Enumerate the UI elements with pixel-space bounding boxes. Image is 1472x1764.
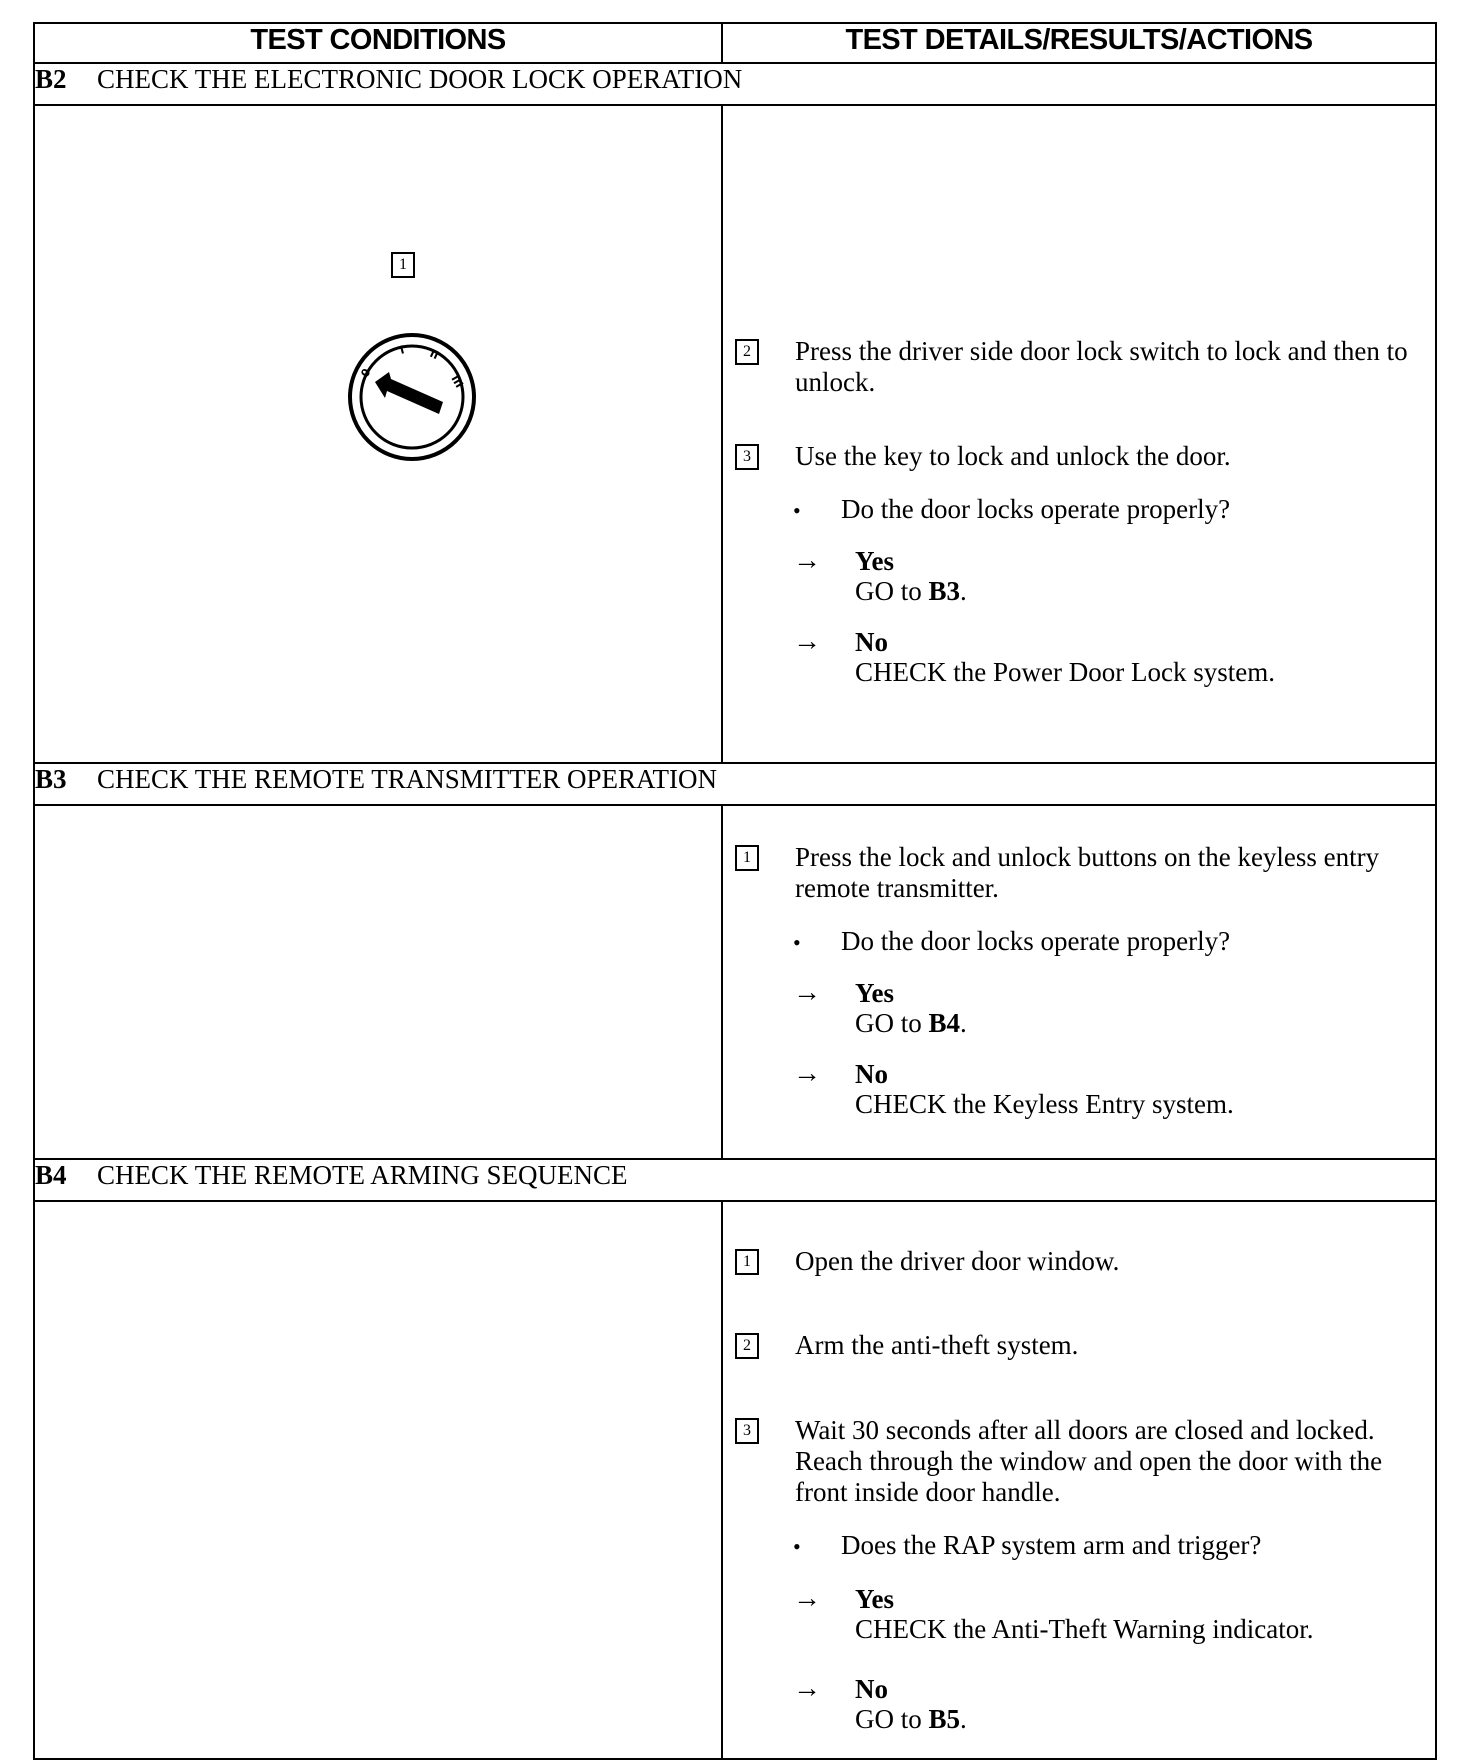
arrow-right-icon: → <box>793 977 821 1008</box>
outcome-label: No <box>855 1674 888 1704</box>
section-b2-outcome-no <box>793 627 1413 687</box>
step-text: Open the driver door window. <box>795 1246 1120 1276</box>
outcome-label: No <box>855 1059 888 1089</box>
section-b3-conditions <box>34 805 722 1159</box>
outcome-label: No <box>855 627 888 657</box>
section-b3-outcome-yes <box>793 978 1413 1038</box>
outcome-label: Yes <box>855 1584 894 1614</box>
section-b2-outcome-yes <box>793 546 1413 606</box>
section-b4-body-row <box>34 1201 1436 1759</box>
outcome-action: GO to B4. <box>855 1008 967 1038</box>
section-b2-body-row <box>34 105 1436 763</box>
section-b3-question <box>793 926 1230 958</box>
outcome-action: CHECK the Anti-Theft Warning indicator. <box>855 1614 1314 1644</box>
section-b2-step-2 <box>735 336 1415 398</box>
dial-label-2: II <box>427 346 441 363</box>
dial-label-3: III <box>448 373 466 391</box>
section-b4-title-text: CHECK THE REMOTE ARMING SEQUENCE <box>97 1160 628 1190</box>
section-b3-title-row <box>34 763 1436 805</box>
step-number-box: 3 <box>735 1418 759 1444</box>
section-b4-outcome-yes <box>793 1584 1413 1644</box>
step-number-box: 2 <box>735 1333 759 1359</box>
outcome-action: CHECK the Keyless Entry system. <box>855 1089 1234 1119</box>
header-test-details: TEST DETAILS/RESULTS/ACTIONS <box>722 23 1436 63</box>
outcome-action: CHECK the Power Door Lock system. <box>855 657 1275 687</box>
illustration-step-box: 1 <box>391 252 415 278</box>
section-b3-outcome-no <box>793 1059 1413 1119</box>
table-header-row <box>34 23 1436 63</box>
diagnostic-test-table <box>33 22 1437 1760</box>
step-number-box: 2 <box>735 339 759 365</box>
section-b4-step-3 <box>735 1415 1415 1508</box>
step-number-box: 3 <box>735 444 759 470</box>
step-text: Arm the anti-theft system. <box>795 1330 1079 1360</box>
section-b4-details <box>722 1201 1436 1759</box>
arrow-right-icon: → <box>793 626 821 657</box>
section-b4-outcome-no <box>793 1674 1413 1734</box>
question-text: Do the door locks operate properly? <box>841 926 1231 956</box>
step-number-box: 1 <box>735 845 759 871</box>
outcome-label: Yes <box>855 546 894 576</box>
step-reference: B5 <box>928 1704 961 1734</box>
section-b3-title-text: CHECK THE REMOTE TRANSMITTER OPERATION <box>97 764 718 794</box>
arrow-right-icon: → <box>793 545 821 576</box>
bullet-icon: • <box>793 498 801 523</box>
step-text: Wait 30 seconds after all doors are closed and locked. Reach through the window and open the door with the front inside door handle. <box>795 1415 1383 1507</box>
question-text: Do the door locks operate properly? <box>841 494 1231 524</box>
section-b3-body-row <box>34 805 1436 1159</box>
section-b4-title <box>34 1159 1436 1201</box>
step-reference: B3 <box>928 576 961 606</box>
outcome-action: GO to B5. <box>855 1704 967 1734</box>
section-b2-title <box>34 63 1436 105</box>
section-b3-title <box>34 763 1436 805</box>
outcome-label: Yes <box>855 978 894 1008</box>
bullet-icon: • <box>793 930 801 955</box>
section-b2-step-3 <box>735 441 1415 472</box>
section-b3-id: B3 <box>35 764 67 794</box>
step-reference: B4 <box>928 1008 961 1038</box>
section-b3-step-1 <box>735 842 1415 904</box>
section-b3-details <box>722 805 1436 1159</box>
arrow-right-icon: → <box>793 1583 821 1614</box>
section-b2-conditions <box>34 105 722 763</box>
section-b4-step-1 <box>735 1246 1415 1277</box>
key-arrow-shape <box>375 372 443 414</box>
outcome-action: GO to B3. <box>855 576 967 606</box>
dial-label-0: 0 <box>358 366 374 380</box>
header-test-conditions: TEST CONDITIONS <box>34 23 722 63</box>
section-b2-question <box>793 494 1230 526</box>
bullet-icon: • <box>793 1534 801 1559</box>
section-b4-question <box>793 1530 1261 1562</box>
question-text: Does the RAP system arm and trigger? <box>841 1530 1262 1560</box>
section-b4-id: B4 <box>35 1160 67 1190</box>
dial-label-1: I <box>398 343 406 357</box>
section-b2-id: B2 <box>35 64 67 94</box>
section-b2-details <box>722 105 1436 763</box>
step-text: Press the driver side door lock switch to lock and then to unlock. <box>795 336 1408 397</box>
arrow-right-icon: → <box>793 1058 821 1089</box>
ignition-switch-icon <box>307 292 517 502</box>
section-b4-title-row <box>34 1159 1436 1201</box>
section-b2-title-row <box>34 63 1436 105</box>
step-text: Use the key to lock and unlock the door. <box>795 441 1231 471</box>
step-number-box: 1 <box>735 1249 759 1275</box>
section-b4-conditions <box>34 1201 722 1759</box>
arrow-right-icon: → <box>793 1673 821 1704</box>
section-b4-step-2 <box>735 1330 1415 1361</box>
section-b2-title-text: CHECK THE ELECTRONIC DOOR LOCK OPERATION <box>97 64 743 94</box>
step-text: Press the lock and unlock buttons on the keyless entry remote transmitter. <box>795 842 1380 903</box>
